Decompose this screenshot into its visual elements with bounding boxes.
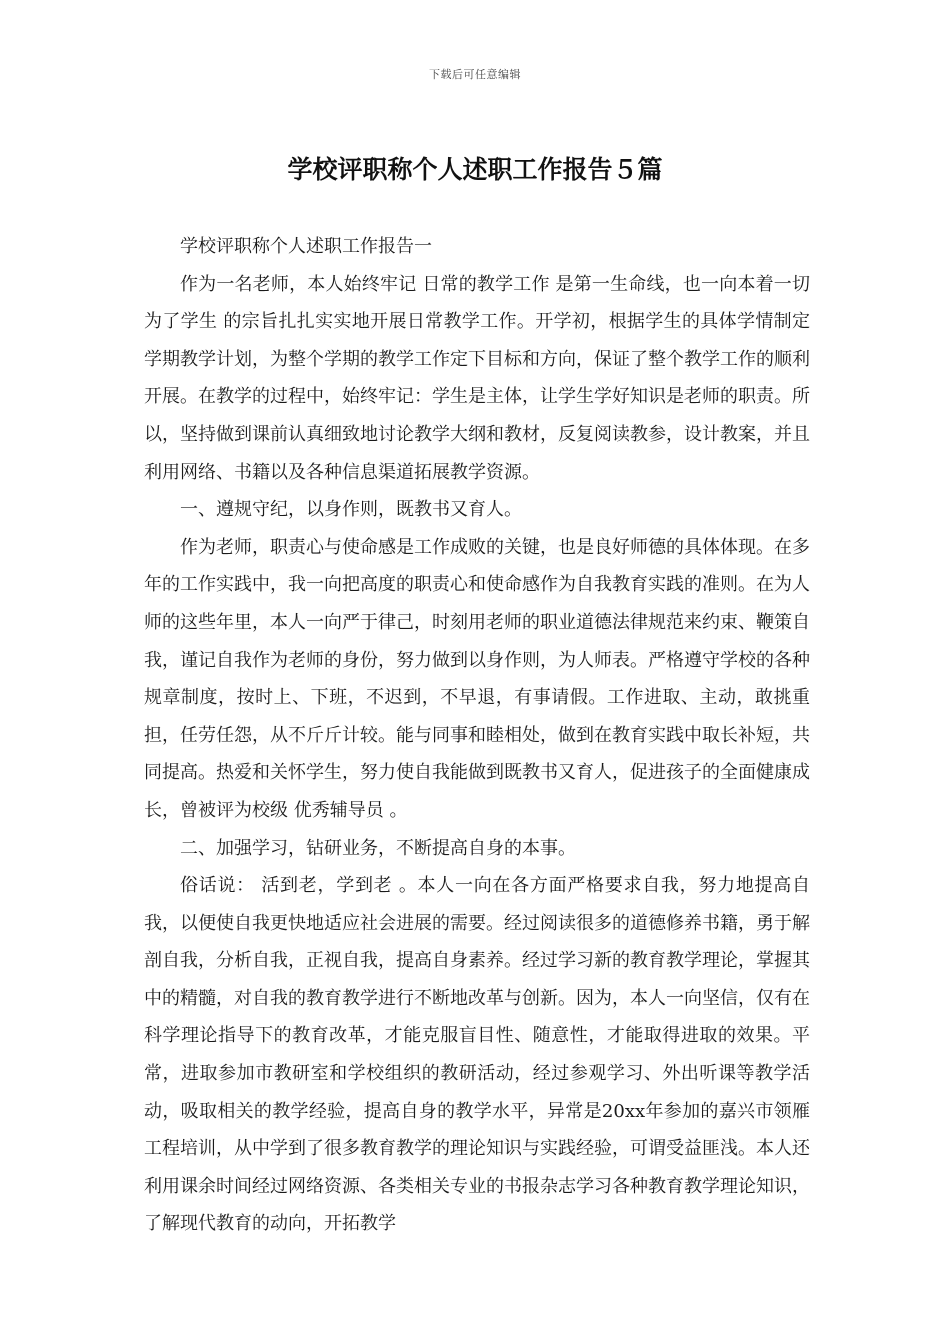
paragraph-study: 俗话说： 活到老，学到老 。本人一向在各方面严格要求自我，努力地提高自我，以便使自我更快地适应社会进展的需要。经过阅读很多的道德修养书籍，勇于解剖自我，分析自我，正视自我，提高自身素养。经过学习新的教育教学理论，掌握其中的精髓，对自我的教育教学进行不断地改革与创新。因为，本人一向坚信，仅有在科学理论指导下的教育改革，才能克服盲目性、随意性，才能取得进取的效果。平常，进取参加市教研室和学校组织的教研活动，经过参观学习、外出听课等教学活动，吸取相关的教学经验，提高自身的教学水平，异常是20xx年参加的嘉兴市领雁工程培训，从中学到了很多教育教学的理论知识与实践经验，可谓受益匪浅。本人还利用课余时间经过网络资源、各类相关专业的书报杂志学习各种教育教学理论知识，了解现代教育的动向，开拓教学 <box>144 875 810 1235</box>
header-note: 下载后可任意编辑 <box>429 68 521 81</box>
paragraph-intro: 作为一名老师，本人始终牢记 日常的教学工作 是第一生命线，也一向本着一切为了学生 的宗旨扎扎实实地开展日常教学工作。开学初，根据学生的具体学情制定学期教学计划，为整个学期的教学工作定下目标和方向，保证了整个教学工作的顺利开展。在教学的过程中，始终牢记：学生是主体，让学生学好知识是老师的职责。所以，坚持做到课前认真细致地讨论教学大纲和教材，反复阅读教参，设计教案，并且利用网络、书籍以及各种信息渠道拓展教学资源。 <box>144 273 810 483</box>
document-body <box>144 228 810 1243</box>
paragraph-discipline: 作为老师，职责心与使命感是工作成败的关键，也是良好师德的具体体现。在多年的工作实践中，我一向把高度的职责心和使命感作为自我教育实践的准则。在为人师的这些年里，本人一向严于律己，时刻用老师的职业道德法律规范来约束、鞭策自我，谨记自我作为老师的身份，努力做到以身作则，为人师表。严格遵守学校的各种规章制度，按时上、下班，不迟到，不早退，有事请假。工作进取、主动，敢挑重担，任劳任怨，从不斤斤计较。能与同事和睦相处，做到在教育实践中取长补短，共同提高。热爱和关怀学生，努力使自我能做到既教书又育人，促进孩子的全面健康成长，曾被评为校级 优秀辅导员 。 <box>144 536 810 821</box>
document-title: 学校评职称个人述职工作报告５篇 <box>287 155 663 184</box>
section-heading-study: 二、加强学习，钻研业务，不断提高自身的本事。 <box>180 837 576 859</box>
section-heading-report-one: 学校评职称个人述职工作报告一 <box>180 236 432 257</box>
section-heading-discipline: 一、遵规守纪，以身作则，既教书又育人。 <box>180 499 522 521</box>
